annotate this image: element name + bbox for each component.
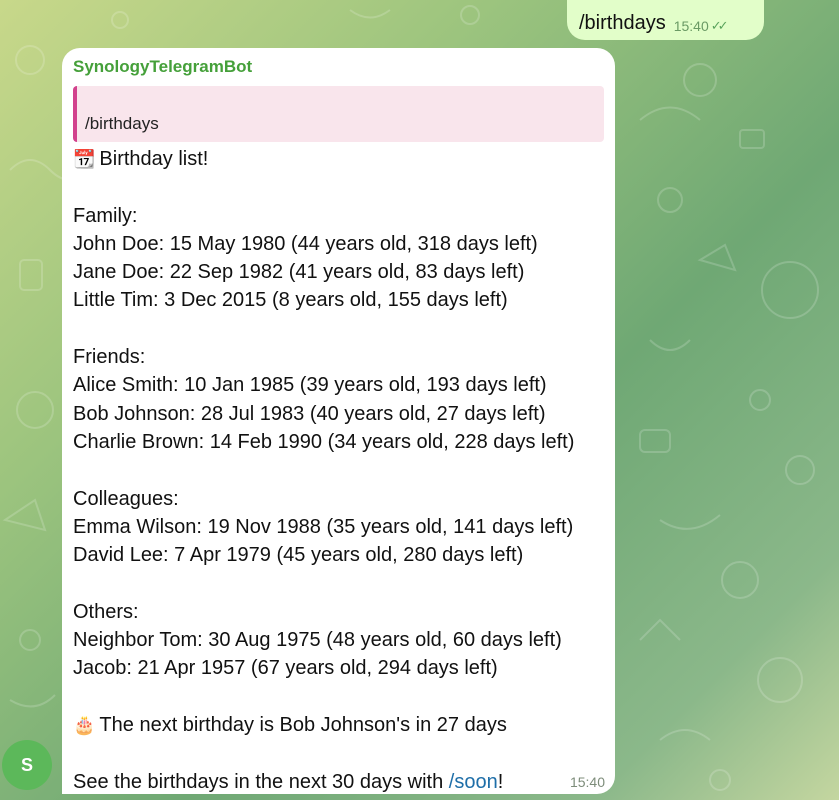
birthday-entry: Neighbor Tom: 30 Aug 1975 (48 years old, 60 days left) (73, 629, 562, 652)
birthday-entry: Little Tim: 3 Dec 2015 (8 years old, 155 days left) (73, 289, 508, 312)
incoming-message-time: 15:40 (569, 774, 605, 790)
birthday-entry: John Doe: 15 May 1980 (44 years old, 318 days left) (73, 232, 538, 255)
outgoing-message-time: 15:40 (673, 18, 709, 34)
reply-quote-text: /birthdays (85, 114, 159, 133)
avatar-initial: S (20, 754, 33, 775)
next-birthday-text: The next birthday is Bob Johnson's in 27 days (99, 713, 507, 736)
group-title: Family: (73, 204, 138, 227)
birthday-entry: Bob Johnson: 28 Jul 1983 (40 years old, 27 days left) (73, 402, 546, 425)
footer-suffix: ! (497, 770, 504, 793)
group-title: Friends: (73, 346, 146, 369)
footer-text: See the birthdays in the next 30 days with (73, 770, 449, 793)
double-check-icon: ✓✓ (710, 18, 725, 33)
outgoing-message-bubble[interactable] (567, 0, 764, 40)
message-body (73, 145, 604, 796)
message-header: Birthday list! (99, 148, 209, 170)
birthday-entry: Emma Wilson: 19 Nov 1988 (35 years old, 141 days left) (73, 515, 574, 538)
outgoing-message-text: /birthdays (579, 11, 666, 34)
birthday-cake-icon: 🎂 (73, 714, 96, 735)
birthday-entry: Alice Smith: 10 Jan 1985 (39 years old, 193 days left) (73, 374, 547, 397)
group-title: Colleagues: (73, 487, 179, 510)
reply-quote[interactable] (73, 86, 604, 142)
calendar-icon: 📆 (73, 149, 96, 169)
sender-name[interactable]: SynologyTelegramBot (73, 57, 253, 76)
group-title: Others: (73, 600, 139, 623)
soon-command-link[interactable]: /soon (448, 770, 498, 793)
birthday-entry: Jane Doe: 22 Sep 1982 (41 years old, 83 days left) (73, 261, 525, 284)
avatar[interactable] (2, 740, 52, 790)
birthday-entry: David Lee: 7 Apr 1979 (45 years old, 280 days left) (73, 544, 524, 567)
birthday-entry: Charlie Brown: 14 Feb 1990 (34 years old, 228 days left) (73, 430, 575, 453)
incoming-message-bubble[interactable] (62, 48, 615, 794)
birthday-entry: Jacob: 21 Apr 1957 (67 years old, 294 days left) (73, 657, 498, 680)
